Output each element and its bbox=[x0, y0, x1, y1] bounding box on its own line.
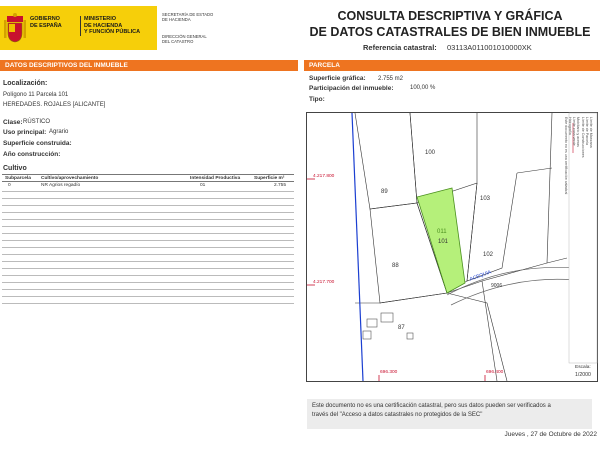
road-label: ACEQUIA bbox=[469, 269, 493, 283]
anio-construccion-label: Año construcción: bbox=[3, 151, 61, 158]
parcel-boundaries bbox=[355, 113, 567, 381]
legend-item: Mobiliario y aceras bbox=[576, 117, 581, 147]
note-line: través del "Acceso a datos catastrales no protegidos de la SEC" bbox=[312, 412, 483, 418]
table-divider bbox=[2, 268, 294, 269]
table-divider bbox=[2, 226, 294, 227]
title-line: CONSULTA DESCRIPTIVA Y GRÁFICA bbox=[337, 9, 563, 23]
table-divider bbox=[2, 212, 294, 213]
gov-line: GOBIERNO bbox=[30, 16, 60, 22]
legend-note: Este documento no es una certificación catastral bbox=[563, 117, 568, 195]
government-name bbox=[30, 16, 80, 29]
table-header bbox=[2, 174, 294, 182]
parcel-label: 88 bbox=[392, 263, 399, 269]
parcel-label-highlighted: 101 bbox=[438, 239, 449, 245]
table-cell: NR Agrios regadío bbox=[41, 183, 81, 188]
table-divider bbox=[2, 254, 294, 255]
ministry-line: DE HACIENDA bbox=[84, 22, 123, 29]
localizacion-label: Localización: bbox=[3, 80, 48, 87]
coord-label: 696.300 bbox=[380, 370, 398, 375]
table-cell: 01 bbox=[200, 183, 206, 188]
legend-item: Límite de Parcela bbox=[584, 117, 589, 145]
coord-label: 696.400 bbox=[486, 370, 504, 375]
uso-label: Uso principal: bbox=[3, 129, 47, 136]
bar-text-strong: INMUEBLE bbox=[93, 62, 128, 69]
government-logo-block bbox=[0, 6, 300, 50]
legend-item: Límite zona verde bbox=[572, 117, 577, 146]
road-number: 9006 bbox=[491, 283, 503, 289]
table-divider bbox=[2, 303, 294, 304]
superficie-construida-label: Superficie construida: bbox=[3, 140, 72, 147]
dir-line: DIRECCIÓN GENERAL bbox=[162, 34, 207, 39]
dir-line: DEL CATASTRO bbox=[162, 39, 194, 44]
table-divider bbox=[2, 198, 294, 199]
parcel-label: 102 bbox=[483, 252, 494, 258]
title-line: DE DATOS CATASTRALES DE BIEN INMUEBLE bbox=[309, 25, 591, 39]
note-line: Este documento no es una certificación catastral, pero sus datos pueden ser verificados a bbox=[312, 403, 551, 409]
tipo-label: Tipo: bbox=[309, 96, 325, 103]
table-divider bbox=[2, 282, 294, 283]
ref-label: Referencia catastral: bbox=[363, 43, 437, 52]
cultivo-title: Cultivo bbox=[3, 165, 27, 172]
building-outlines bbox=[363, 313, 413, 339]
legend-item: Límite de Construcciones bbox=[580, 117, 585, 158]
scale-label: Escala: bbox=[575, 365, 591, 370]
table-header-cell: Cultivo/aprovechamiento bbox=[41, 176, 99, 181]
ministry-line: MINISTERIO bbox=[84, 16, 117, 22]
disclaimer-note bbox=[307, 399, 592, 429]
table-divider bbox=[2, 289, 294, 290]
ref-value: 03113A011001010000XK bbox=[447, 43, 532, 52]
sec-line: DE HACIENDA bbox=[162, 17, 191, 22]
parcel-label: 87 bbox=[398, 325, 405, 331]
table-divider bbox=[2, 247, 294, 248]
section-bar-parcela bbox=[304, 60, 600, 71]
table-header-cell: Intensidad Productiva bbox=[190, 176, 241, 181]
table-divider bbox=[2, 240, 294, 241]
table-divider bbox=[2, 205, 294, 206]
parcel-label: 103 bbox=[480, 196, 491, 202]
issue-date: Jueves , 27 de Octubre de 2022 bbox=[504, 431, 597, 438]
table-divider bbox=[2, 219, 294, 220]
superficie-grafica-value: 2.755 m2 bbox=[378, 76, 404, 82]
map-legend bbox=[563, 117, 595, 361]
table-divider bbox=[2, 275, 294, 276]
parcel-label: 89 bbox=[381, 189, 388, 195]
legend-rotated bbox=[564, 117, 593, 194]
coord-label: 4.217.800 bbox=[313, 174, 335, 179]
map-canvas bbox=[307, 113, 597, 381]
bar-text: PARCELA bbox=[309, 62, 340, 69]
parcel-label: 100 bbox=[425, 150, 436, 156]
table-header-cell: Subparcela bbox=[5, 176, 31, 181]
uso-value: Agrario bbox=[49, 129, 69, 135]
table-header-cell: Superficie m² bbox=[254, 176, 285, 181]
participacion-value: 100,00 % bbox=[410, 85, 436, 91]
legend-item: Límite de Manzana bbox=[589, 117, 593, 148]
directorate-name bbox=[162, 34, 222, 44]
coord-label: 4.217.700 bbox=[313, 280, 335, 285]
localizacion-line: Polígono 11 Parcela 101 bbox=[3, 92, 69, 98]
participacion-label: Participación del inmueble: bbox=[309, 85, 394, 92]
parcel-label-highlighted: 011 bbox=[437, 229, 447, 235]
ministry-line: Y FUNCIÓN PÚBLICA bbox=[84, 29, 141, 35]
scale-value: 1/2000 bbox=[575, 372, 591, 378]
document-title bbox=[300, 8, 600, 40]
page-header bbox=[0, 0, 600, 58]
table-divider bbox=[2, 191, 294, 192]
localizacion-line: HEREDADES. ROJALES [ALICANTE] bbox=[3, 102, 106, 108]
ministry-name bbox=[80, 16, 155, 36]
road-edge bbox=[451, 279, 575, 305]
section-bar-inmueble bbox=[0, 60, 298, 71]
table-cell: 2.755 bbox=[274, 183, 287, 188]
superficie-grafica-label: Superficie gráfica: bbox=[309, 75, 366, 82]
clase-label: Clase: bbox=[3, 119, 23, 126]
table-divider bbox=[2, 261, 294, 262]
sec-line: SECRETARÍA DE ESTADO bbox=[162, 12, 214, 17]
coat-of-arms-icon bbox=[4, 12, 26, 44]
table-divider bbox=[2, 233, 294, 234]
table-cell: 0 bbox=[8, 183, 11, 188]
cadastral-map bbox=[306, 112, 598, 382]
table-divider bbox=[2, 296, 294, 297]
legend-item: Hidrografía bbox=[567, 117, 572, 135]
bar-text: DATOS DESCRIPTIVOS DEL bbox=[5, 62, 94, 69]
clase-value: RÚSTICO bbox=[23, 119, 50, 125]
secretariat-name bbox=[162, 12, 222, 22]
gov-line: DE ESPAÑA bbox=[30, 22, 62, 29]
